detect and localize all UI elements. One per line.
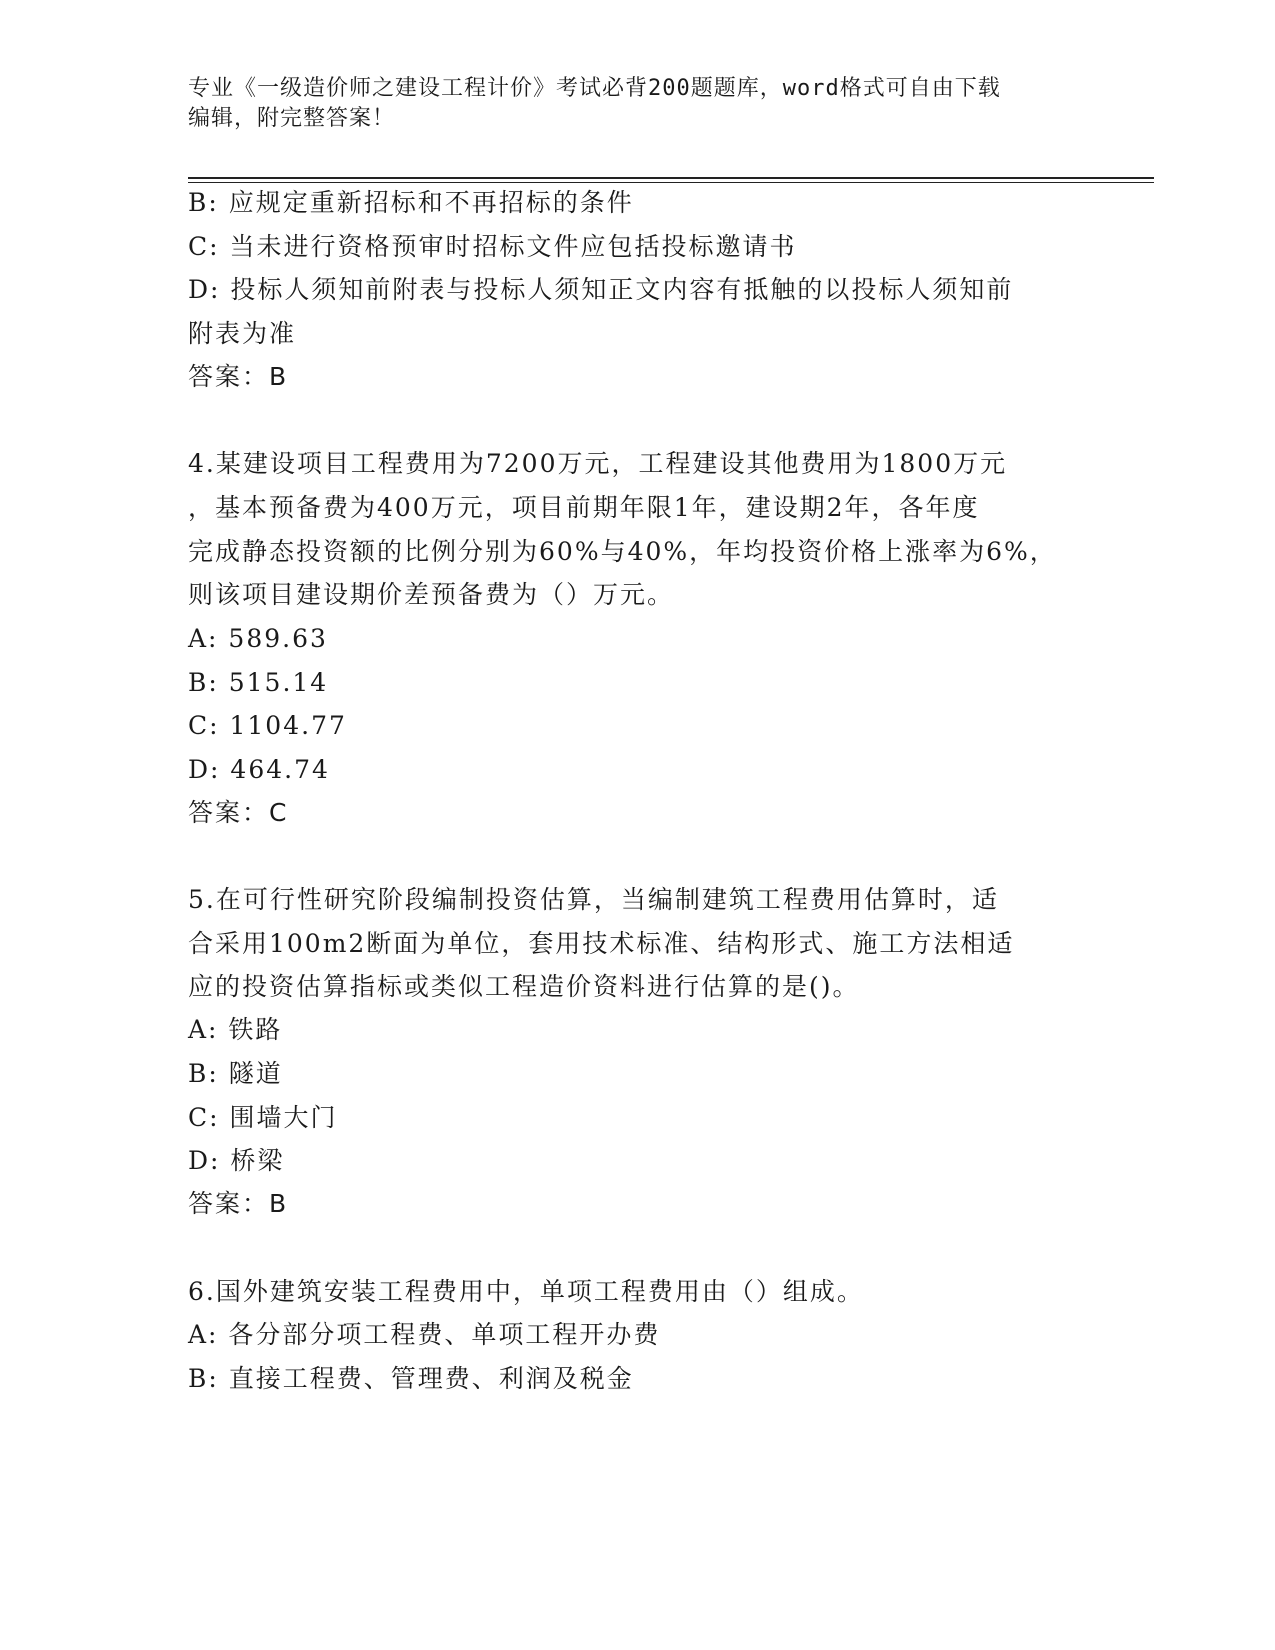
q6-option-b: B: 直接工程费、管理费、利润及税金 [188,1364,634,1393]
q4-stem-line-1: 4.某建设项目工程费用为7200万元，工程建设其他费用为1800万元 [188,449,1008,478]
q4-stem-line-3: 完成静态投资额的比例分别为60%与40%，年均投资价格上涨率为6%， [188,537,1057,566]
q5-option-b: B: 隧道 [188,1059,283,1088]
q3-option-c: C: 当未进行资格预审时招标文件应包括投标邀请书 [188,232,797,261]
q5-answer: 答案：B [188,1189,289,1218]
q6-option-a: A: 各分部分项工程费、单项工程开办费 [188,1320,661,1349]
q4-option-a: A: 589.63 [188,624,328,653]
q4-stem-line-2: ，基本预备费为400万元，项目前期年限1年，建设期2年，各年度 [188,493,980,522]
q3-option-b: B: 应规定重新招标和不再招标的条件 [188,188,634,217]
document-header [188,74,1088,134]
q5-option-a: A: 铁路 [188,1015,283,1044]
q5-stem-line-1: 5.在可行性研究阶段编制投资估算，当编制建筑工程费用估算时，适 [188,885,999,914]
header-line-2: 编辑，附完整答案！ [188,106,396,131]
q4-option-d: D: 464.74 [188,755,330,784]
q4-option-c: C: 1104.77 [188,711,347,740]
q3-option-d-line-1: D: 投标人须知前附表与投标人须知正文内容有抵触的以投标人须知前 [188,275,1014,304]
q4-option-b: B: 515.14 [188,668,329,697]
q4-answer: 答案：C [188,798,289,827]
q5-stem-line-2: 合采用100m2断面为单位，套用技术标准、结构形式、施工方法相适 [188,929,1015,958]
header-line-1: 专业《一级造价师之建设工程计价》考试必背200题题库，word格式可自由下载 [188,76,1001,101]
q5-option-d: D: 桥梁 [188,1146,285,1175]
q6-stem-line-1: 6.国外建筑安装工程费用中，单项工程费用由（）组成。 [188,1277,864,1306]
header-divider-thick [188,177,1154,179]
q5-stem-line-3: 应的投资估算指标或类似工程造价资料进行估算的是()。 [188,972,860,1001]
q3-answer: 答案：B [188,362,289,391]
q3-option-d-line-2: 附表为准 [188,319,297,348]
q4-stem-line-4: 则该项目建设期价差预备费为（）万元。 [188,580,675,609]
q5-option-c: C: 围墙大门 [188,1103,338,1132]
header-divider-thin [188,182,1154,183]
